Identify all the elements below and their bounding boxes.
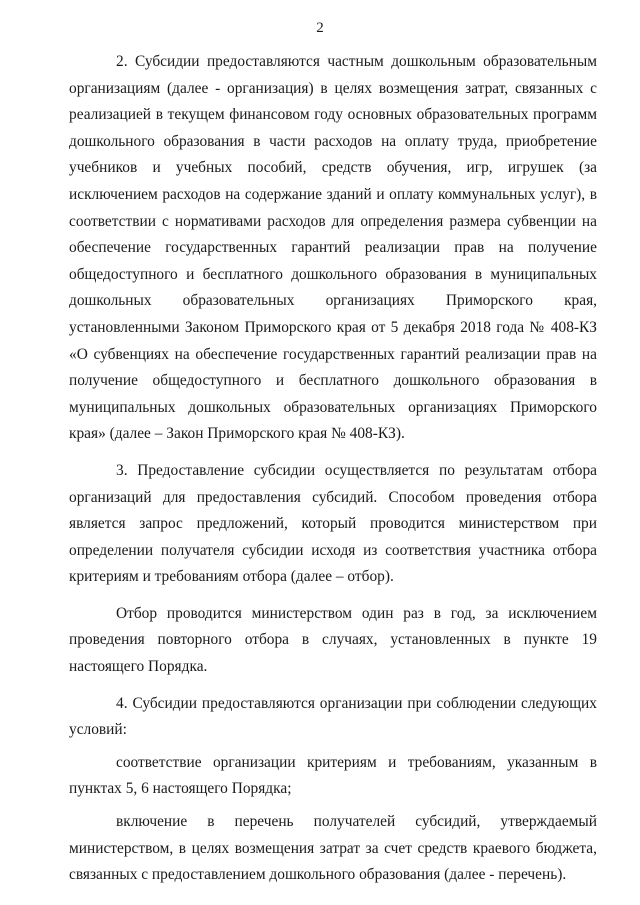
paragraph-item-2: 2. Субсидии предоставляются частным дошкольным образовательным организациям (далее - организация) в целях возмещения затрат, связанных с реализацией в текущем финансовом году основных образовательных программ дошкольного образования в части расходов на оплату труда, приобретение учебников и учебных пособий, средств обучения, игр, игрушек (за исключением расходов на содержание зданий и оплату коммунальных услуг), в соответствии с нормативами расходов для определения размера субвенции на обеспечение государственных гарантий реализации прав на получение общедоступного и бесплатного дошкольного образования в муниципальных дошкольных образовательных организациях Приморского края, установленными Законом Приморского края от 5 декабря 2018 года № 408-КЗ «О субвенциях на обеспечение государственных гарантий реализации прав на получение общедоступного и бесплатного дошкольного образования в муниципальных дошкольных образовательных организациях Приморского края» (далее – Закон Приморского края № 408-КЗ). <box>69 53 597 443</box>
page-number: 2 <box>316 20 324 36</box>
paragraph-item-4: 4. Субсидии предоставляются организации при соблюдении следующих условий: <box>69 694 597 739</box>
paragraph-condition-list: включение в перечень получателей субсидий, утверждаемый министерством, в целях возмещения затрат за счет средств краевого бюджета, связанных с предоставлением дошкольного образования (далее - перечень). <box>69 813 597 884</box>
document-body <box>69 49 597 889</box>
paragraph-condition-criteria: соответствие организации критериям и требованиям, указанным в пунктах 5, 6 настоящего Порядка; <box>69 753 597 798</box>
paragraph-selection-frequency: Отбор проводится министерством один раз в год, за исключением проведения повторного отбора в случаях, установленных в пункте 19 настоящего Порядка. <box>69 604 597 676</box>
paragraph-item-3: 3. Предоставление субсидии осуществляется по результатам отбора организаций для предоставления субсидий. Способом проведения отбора является запрос предложений, который проводится министерством при определении получателя субсидии исходя из соответствия участника отбора критериям и требованиям отбора (далее – отбор). <box>69 461 597 586</box>
